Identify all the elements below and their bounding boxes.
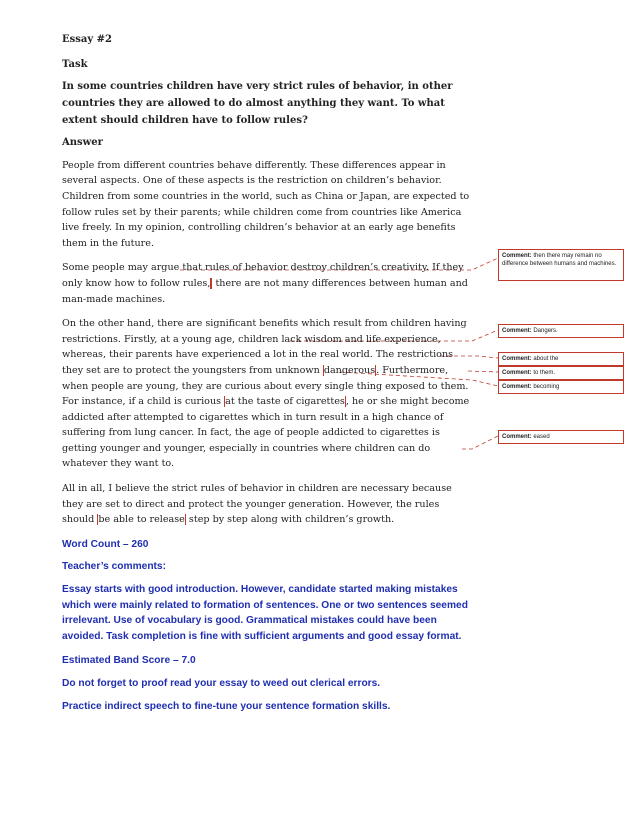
- answer-heading: Answer: [62, 137, 103, 149]
- comment-text: then there may remain no difference between humans and machines.: [502, 253, 617, 267]
- comment-anchor-6[interactable]: be able to release: [98, 514, 185, 526]
- comment-text: about the: [533, 356, 559, 362]
- teacher-comments-heading: Teacher’s comments:: [62, 561, 166, 573]
- comment-label: Comment:: [502, 434, 532, 440]
- comment-text: Dangers.: [533, 328, 558, 334]
- comment-balloon-1[interactable]: [498, 249, 624, 281]
- comment-text: eased: [533, 434, 550, 440]
- word-count: Word Count – 260: [62, 538, 149, 550]
- comment-label: Comment:: [502, 370, 532, 376]
- teacher-comments-text: Essay starts with good introduction. However, candidate started making mistakes which were mainly related to formation of sentences. One or two sentences seemed irrelevant. Use of vocabulary is good. Grammatical mistakes could have been avoided. Task completion is fine with sufficient arguments and good essay format.: [62, 584, 468, 642]
- paragraph-3-part-a: On the other hand, there are significant benefits which result from children having restrictions. Firstly, at a young age, children lack wisdom and life experience, whereas, their parents have experienced a lot in the real world. The restrictions they set are to protect the youngsters from unknown: [62, 318, 467, 376]
- paragraph-3: [62, 316, 474, 472]
- comment-anchor-2[interactable]: dangerous: [323, 364, 376, 376]
- comment-balloon-5[interactable]: [498, 380, 624, 394]
- paragraph-3-part-c: . Furthermore, when people are young, they are curious about every single thing exposed to them. For instance, if a child is curious: [62, 364, 469, 408]
- paragraph-1: People from different countries behave differently. These differences appear in several aspects. One of these aspects is the restriction on children’s behavior. Children from some countries in the world, such as China or Japan, are expected to follow rules set by their parents; while children come from countries like America live freely. In my opinion, controlling children’s behavior at an early age benefits them in the future.: [62, 159, 470, 249]
- comment-text: to them.: [533, 370, 556, 376]
- paragraph-4: [62, 481, 474, 528]
- advice-proofread: Do not forget to proof read your essay to weed out clerical errors.: [62, 678, 381, 689]
- comment-anchor-3[interactable]: at the taste of cigarettes: [225, 396, 345, 408]
- paragraph-4-part-a: All in all, I believe the strict rules of behavior in children are necessary because they are set to direct and protect the younger generation. However, the rules should: [62, 483, 452, 526]
- essay-document: [62, 32, 474, 714]
- paragraph-3-part-e: , he or she might become addicted after attempted to cigarettes which in turn result in a high chance of suffering from lung cancer. In fact, the age of people addicted to cigarettes is getting younger and younger, especially in countries where children can do whatever they want to.: [62, 396, 470, 470]
- comment-label: Comment:: [502, 356, 532, 362]
- paragraph-4-part-c: step by step along with children’s growth.: [185, 514, 395, 526]
- task-text: In some countries children have very strict rules of behavior, in other countries they are allowed to do almost anything they want. To what extent should children have to follow rules?: [62, 81, 453, 127]
- comment-label: Comment:: [502, 384, 532, 390]
- task-heading: Task: [62, 58, 88, 70]
- paragraph-2-part-b: there are not many differences between human and man-made machines.: [62, 277, 468, 305]
- comment-balloon-3[interactable]: [498, 352, 624, 366]
- comment-label: Comment:: [502, 328, 532, 334]
- band-score: Estimated Band Score – 7.0: [62, 655, 196, 667]
- paragraph-2: [62, 260, 474, 307]
- comment-text: becoming: [533, 384, 560, 390]
- advice-indirect-speech: Practice indirect speech to fine-tune your sentence formation skills.: [62, 700, 391, 712]
- comment-balloon-6[interactable]: [498, 430, 624, 444]
- comment-balloon-2[interactable]: [498, 324, 624, 338]
- paragraph-2-part-a: Some people may argue that rules of behavior destroy children’s creativity. If they only know how to follow rules,: [62, 262, 464, 289]
- comment-balloon-4[interactable]: [498, 366, 624, 380]
- essay-title: Essay #2: [62, 34, 112, 45]
- comment-label: Comment:: [502, 253, 532, 259]
